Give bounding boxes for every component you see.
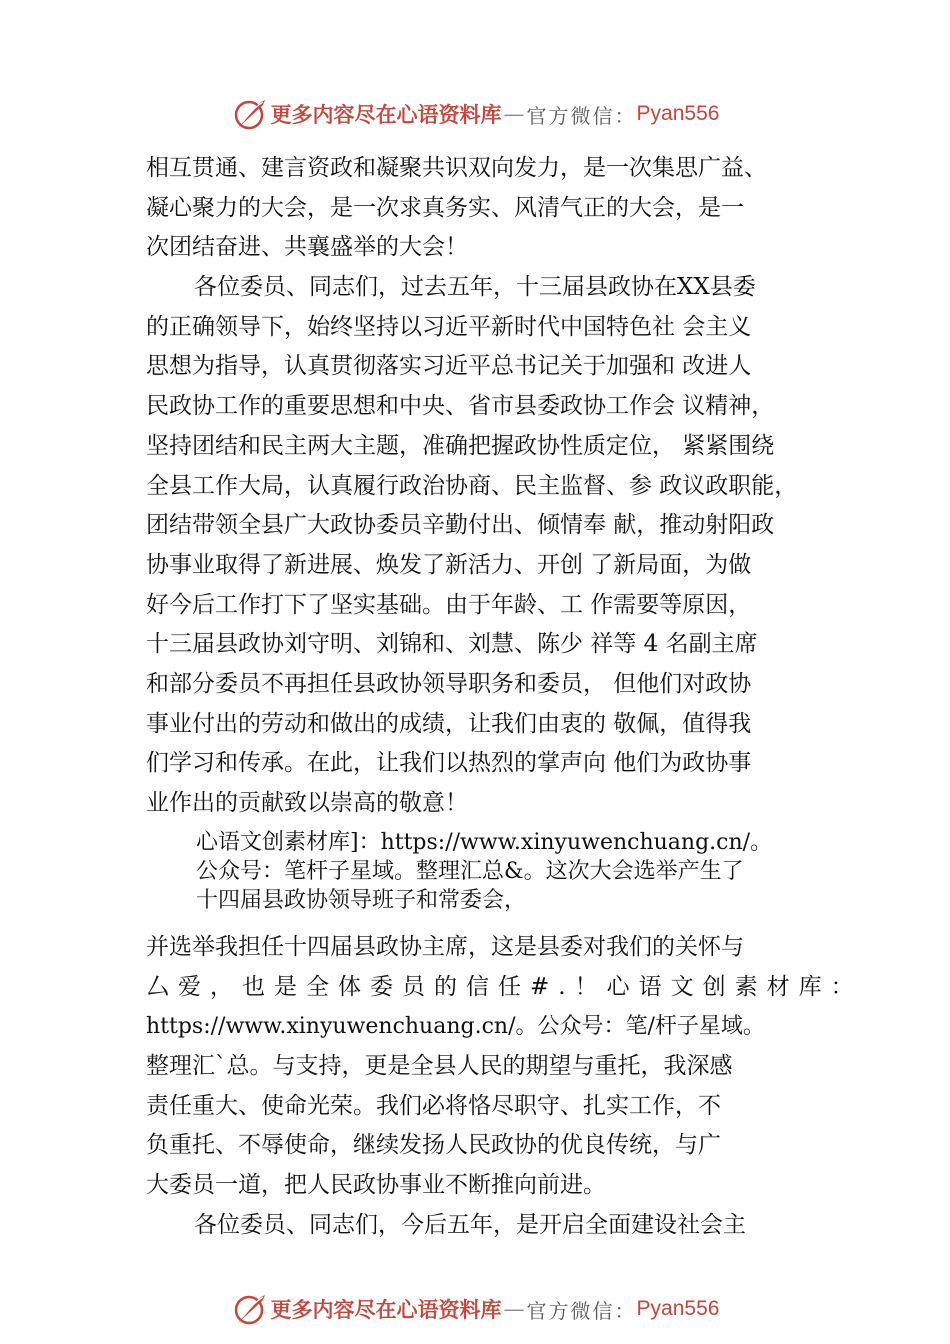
text-line: 全县工作大局，认真履行政治协商、民主监督、参 政议政职能，: [146, 472, 798, 499]
text-line: 十三届县政协刘守明、刘锦和、刘慧、陈少 祥等 4 名副主席: [146, 631, 758, 658]
footer-label: 官方微信：: [526, 1298, 637, 1323]
header-separator: —: [503, 102, 525, 126]
quill-pen-logo: [231, 96, 269, 132]
text-line: 整理汇`总。与支持，更是全县人民的期望与重托，我深感: [146, 1053, 733, 1080]
text-line: 并选举我担任十四届县政协主席，这是县委对我们的关怀与: [146, 934, 744, 960]
text-line: 思想为指导，认真贯彻落实习近平总书记关于加强和 改进人: [146, 353, 752, 380]
footer-wechat-id: Pyan556: [636, 1297, 720, 1320]
quill-pen-logo: [231, 1291, 269, 1327]
header-banner: [0, 96, 950, 132]
text-line: 的正确领导下，始终坚持以习近平新时代中国特色社 会主义: [146, 313, 752, 340]
text-line: 相互贯通、建言资政和凝聚共识双向发力，是一次集思广益、: [146, 155, 767, 181]
note-line: 公众号：笔杆子星域。整理汇总&。这次大会选举产生了: [196, 859, 744, 884]
text-line: 好今后工作打下了坚实基础。由于年龄、工 作需要等原因，: [146, 591, 752, 618]
header-brand: 更多内容尽在心语资料库: [270, 102, 502, 127]
text-line: 凝心聚力的大会，是一次求真务实、风清气正的大会，是一: [146, 194, 744, 221]
text-line: 事业付出的劳动和做出的成绩，让我们由衷的 敬佩，值得我: [146, 710, 752, 737]
text-line: 和部分委员不再担任县政协领导职务和委员， 但他们对政协: [146, 670, 752, 697]
text-line: https://www.xinyuwenchuang.cn/。公众号：笔/杆子星域。: [146, 1014, 765, 1040]
text-line: 大委员一道，把人民政协事业不断推向前进。: [146, 1172, 606, 1199]
text-line: 责任重大、使命光荣。我们必将恪尽职守、扎实工作，不: [146, 1092, 721, 1119]
text-line: 业作出的贡献致以崇高的敬意！: [146, 790, 468, 816]
text-line: 各位委员、同志们，过去五年，十三届县政协在XX县委: [194, 274, 756, 301]
text-line: 次团结奋进、共襄盛举的大会！: [146, 234, 468, 261]
text-line: 协事业取得了新进展、焕发了新活力、开创 了新局面，为做: [146, 551, 752, 578]
header-wechat-id: Pyan556: [636, 102, 720, 125]
text-line: 厶爱，也是全体委员的信任#.！心语文创素材库：: [146, 973, 863, 1000]
header-label: 官方微信：: [526, 103, 637, 128]
footer-banner: [0, 1291, 950, 1327]
source-note: [196, 828, 836, 915]
footer-separator: —: [503, 1297, 525, 1321]
note-line: 心语文创素材库]：https://www.xinyuwenchuang.cn/。: [196, 830, 773, 855]
text-line: 坚持团结和民主两大主题，准确把握政协性质定位， 紧紧围绕: [146, 432, 775, 459]
text-line: 民政协工作的重要思想和中央、省市县委政协工作会 议精神，: [146, 393, 775, 420]
paragraph-block-1: [146, 149, 846, 824]
footer-brand: 更多内容尽在心语资料库: [270, 1297, 502, 1322]
text-line: 们学习和传承。在此，让我们以热烈的掌声向 他们为政协事: [146, 750, 752, 777]
paragraph-block-2: [146, 928, 863, 1246]
note-line: 十四届县政协领导班子和常委会，: [196, 888, 527, 913]
text-line: 各位委员、同志们，今后五年，是开启全面建设社会主: [194, 1211, 746, 1238]
text-line: 团结带领全县广大政协委员辛勤付出、倾情奉 献，推动射阳政: [146, 512, 775, 539]
text-line: 负重托、不辱使命，继续发扬人民政协的优良传统，与广: [146, 1132, 721, 1159]
